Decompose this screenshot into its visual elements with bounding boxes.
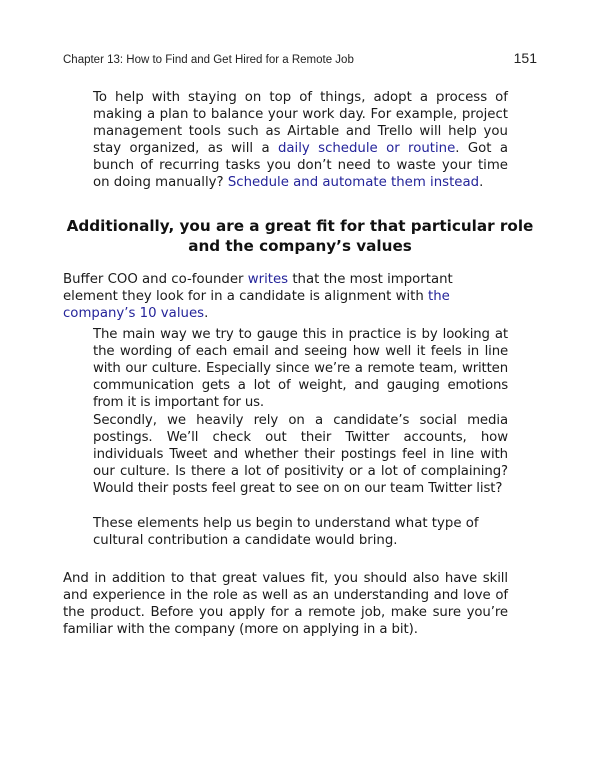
paragraph-productivity-tips	[93, 89, 508, 191]
paragraph-text: .	[479, 175, 484, 190]
quote-email-wording: The main way we try to gauge this in practice is by looking at the wording of each email and seeing how well it feels in line with our culture. Especially since we’re a remote team, written communication gets a lot of weight, and gauging emotions from it is important for us.	[93, 327, 508, 410]
page-number: 151	[513, 50, 537, 66]
paragraph-text: Buffer COO and co-founder	[63, 272, 248, 287]
company-values-link[interactable]: the company’s 10 values	[63, 289, 450, 321]
writes-link[interactable]: writes	[247, 272, 289, 287]
paragraph-text: .	[204, 306, 209, 321]
paragraph-text: To help with staying on top of things, adopt a process of making a plan to balance your work day. For example, project management tools such as Airtable and Trello will help you stay organized, as will a	[93, 90, 508, 156]
paragraph-text: . Got a bunch of recurring tasks you don’t need to waste your time on doing manually?	[93, 141, 508, 190]
schedule-automate-link[interactable]: Schedule and automate them instead	[227, 175, 480, 190]
paragraph-text: that the most important element they look for in a candidate is alignment with	[63, 272, 453, 304]
chapter-title: Chapter 13: How to Find and Get Hired for a Remote Job	[63, 54, 354, 66]
page-header	[63, 50, 537, 66]
quote-social-media: Secondly, we heavily rely on a candidate’s social media postings. We’ll check out their Twitter accounts, how individuals Tweet and whether their postings feel in line with our culture. Is there a lot of positivity or a lot of complaining? Would their posts feel great to see on on our team Twitter list?	[93, 413, 508, 496]
daily-schedule-link[interactable]: daily schedule or routine	[277, 141, 456, 156]
paragraph-skills-experience: And in addition to that great values fit, you should also have skill and experience in the role as well as an understanding and love of the product. Before you apply for a remote job, make sure you’re familiar with the company (more on applying in a bit).	[63, 571, 508, 637]
section-heading: Additionally, you are a great fit for that particular role and the company’s values	[66, 217, 534, 255]
paragraph-buffer-values	[63, 271, 508, 322]
quote-cultural-contribution: These elements help us begin to understand what type of cultural contribution a candidate would bring.	[93, 516, 479, 548]
